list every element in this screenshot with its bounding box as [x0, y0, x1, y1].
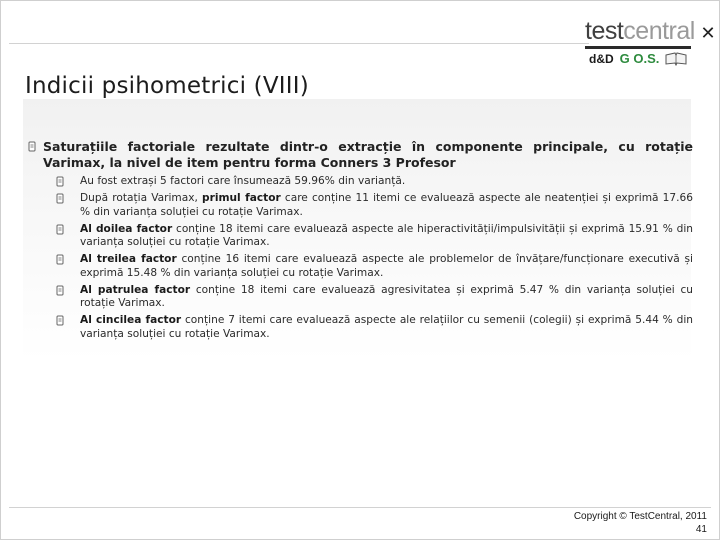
- close-icon[interactable]: ✕: [700, 23, 716, 44]
- main-bullet-text: Saturațiile factoriale rezultate dintr-o extracție în componente principale, cu rotație Varimax, la nivel de item pentru forma Conners 3 Profesor: [43, 139, 693, 170]
- list-item: Al doilea factor conține 18 itemi care evaluează aspecte ale hiperactivității/impulsivității și exprimă 15.91 % din varianța soluției cu rotație Varimax.: [55, 223, 693, 250]
- footer: [574, 510, 707, 536]
- book-icon: [665, 52, 687, 66]
- bullet-icon: [55, 224, 65, 236]
- page-number: 41: [695, 524, 707, 535]
- bullet-icon: [55, 285, 65, 297]
- gos-logo: G O.S.: [619, 51, 660, 66]
- list-item: Al cincilea factor conține 7 itemi care evaluează aspecte ale relațiilor cu semenii (colegii) și exprimă 5.44 % din varianța soluției cu rotație Varimax.: [55, 314, 693, 341]
- sub-bullet-list: [27, 175, 693, 341]
- main-bullet: [27, 139, 693, 171]
- dd-logo: d&D: [589, 51, 614, 66]
- testcentral-logo: [585, 17, 695, 69]
- logo-wordmark: testcentral: [585, 17, 695, 45]
- copyright-text: Copyright © TestCentral, 2011: [573, 511, 707, 522]
- list-item: Al treilea factor conține 16 itemi care evaluează aspecte ale problemelor de învățare/funcționare executivă și exprimă 15.48 % din varianța soluției cu rotație Varimax.: [55, 253, 693, 280]
- header-divider: [9, 43, 589, 44]
- list-item: Au fost extrași 5 factori care însumează 59.96% din varianță.: [55, 175, 693, 189]
- list-item: Al patrulea factor conține 18 itemi care evaluează agresivitatea și exprimă 5.47 % din varianța soluției cu rotație Varimax.: [55, 284, 693, 311]
- slide-content: [27, 139, 693, 345]
- footer-divider: [9, 507, 711, 508]
- list-item: După rotația Varimax, primul factor care conține 11 itemi ce evaluează aspecte ale neatenției și exprimă 17.66 % din varianța soluției cu rotație Varimax.: [55, 192, 693, 219]
- bullet-icon: [55, 315, 65, 327]
- bullet-icon: [27, 141, 37, 153]
- partner-logos: [589, 51, 687, 66]
- bullet-icon: [55, 254, 65, 266]
- logo-underline: [585, 46, 691, 49]
- page-title: Indicii psihometrici (VIII): [25, 73, 309, 99]
- bullet-icon: [55, 176, 65, 188]
- bullet-icon: [55, 193, 65, 205]
